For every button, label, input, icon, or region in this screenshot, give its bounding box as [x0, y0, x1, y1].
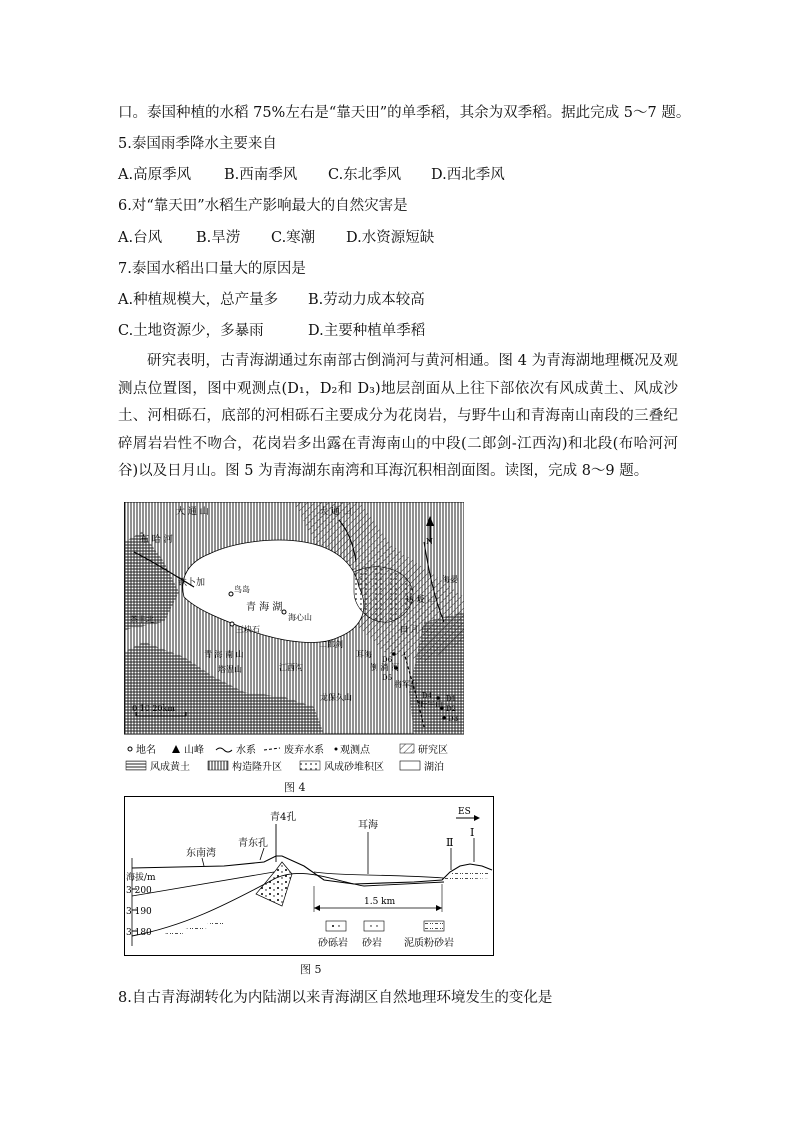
- label-distance: 1.5 km: [364, 897, 396, 907]
- map-svg: [124, 502, 464, 778]
- legend-loess: 风成黄土: [150, 762, 190, 773]
- q7-options-row1: [118, 290, 425, 310]
- label-buha: 布 哈 河: [140, 535, 173, 545]
- label-d4: D4: [422, 692, 433, 700]
- q7-option-b: B.劳动力成本较高: [308, 292, 425, 308]
- q5-option-c: C.东北季风: [328, 167, 402, 183]
- q7-stem: 7.泰国水稻出口量大的原因是: [118, 261, 306, 277]
- label-north: N: [426, 537, 433, 546]
- label-chaka: 茶卡北山: [130, 615, 162, 624]
- label-datong-right: 大 通 山: [319, 507, 352, 517]
- q5-option-a: A.高原季风: [118, 167, 192, 183]
- q6-option-b: B.旱涝: [196, 230, 241, 246]
- legend-peak: 山峰: [184, 745, 204, 756]
- label-d3: D3: [448, 715, 459, 723]
- legend-uplift: 构造隆升区: [232, 762, 282, 773]
- label-erhai-profile: 耳海: [358, 820, 378, 831]
- label-d1: D1: [446, 695, 457, 703]
- label-datong-left: 大 通 山: [176, 507, 209, 517]
- ytick-3180: 3 180: [126, 928, 152, 938]
- label-ylabel: 海拔/m: [126, 873, 156, 883]
- legend-sand: 风成砂堆积区: [324, 762, 384, 773]
- q7-option-a: A.种植规模大，总产量多: [118, 292, 279, 308]
- ytick-3200: 3 200: [126, 886, 152, 896]
- figure-5-caption: 图 5: [300, 963, 322, 976]
- label-haixin: 海心山: [288, 613, 312, 622]
- figure-4-map: [124, 502, 464, 778]
- label-daoshui: 倒 淌 河: [370, 663, 400, 672]
- legend-place: 地名: [136, 745, 156, 756]
- q6-stem: 6.对“靠天田”水稻生产影响最大的自然灾害是: [118, 198, 408, 214]
- passage: 研究表明，古青海湖通过东南部古倒淌河与黄河相通。图 4 为青海湖地理概况及观测点位置图，图中观测点(D₁，D₂和 D₃)地层剖面从上往下部依次有风成黄土、风成沙土、河相砾石，底部的河相砾石主要成分为花岗岩，与野牛山和青海南山南段的三叠纪碎屑岩岩性不吻合，花岗岩多出露在青海南山的中段(二郎剑-江西沟)和北段(布哈河河谷)以及日月山。图 5 为青海湖东南湾和耳海沉积相剖面图。读图，完成 8～9 题。: [118, 353, 678, 479]
- legend-gravel: 砂砾岩: [318, 938, 348, 949]
- label-qingdong: 青东孔: [238, 838, 268, 849]
- ytick-3190: 3 190: [126, 907, 152, 917]
- label-haiyan: 海晏: [442, 575, 458, 584]
- label-niaodao: 鸟岛: [234, 585, 250, 594]
- legend-sandstone: 砂岩: [362, 938, 382, 949]
- label-daban: 达 坂 山: [406, 595, 436, 604]
- label-scale: 0 10 20km: [132, 704, 175, 713]
- label-roman-2: Ⅱ: [446, 836, 454, 849]
- q5-option-d: D.西北季风: [431, 167, 505, 183]
- label-tiebujia: 铁卜加: [178, 578, 206, 588]
- label-erlangjian: 二郎剑: [319, 640, 343, 649]
- label-riyue: 日 月 山: [400, 625, 430, 634]
- figure-4-caption: 图 4: [284, 781, 306, 794]
- q7-option-d: D.主要种植单季稻: [308, 323, 426, 339]
- label-sankuaishi: 三块石: [236, 625, 260, 634]
- label-roman-1: Ⅰ: [470, 826, 475, 839]
- q5-options: [118, 165, 505, 185]
- label-d6: D6: [382, 656, 393, 664]
- label-jiangjuntai: 将军台: [394, 680, 418, 689]
- q6-option-c: C.寒潮: [271, 230, 316, 246]
- label-qing4: 青4孔: [270, 812, 297, 823]
- q7-option-c: C.土地资源少，多暴雨: [118, 323, 264, 339]
- label-longbao: 龙保久山: [320, 693, 352, 702]
- label-d2: D2: [446, 705, 457, 713]
- label-dongnanwan: 东南湾: [186, 848, 216, 859]
- legend-lake: 湖泊: [424, 762, 444, 773]
- q5-option-b: B.西南季风: [224, 167, 298, 183]
- label-lake: 青 海 湖: [246, 602, 283, 613]
- intro-line: 口。泰国种植的水稻 75%左右是“靠天田”的单季稻，其余为双季稻。据此完成 5～7 题。: [118, 105, 691, 121]
- figure-5-profile: [124, 796, 494, 956]
- q8-stem: 8.自古青海湖转化为内陆湖以来青海湖区自然地理环境发生的变化是: [118, 990, 553, 1006]
- label-es: ES: [458, 807, 471, 817]
- legend-old-river: 废弃水系: [284, 745, 324, 756]
- profile-svg: [124, 796, 494, 956]
- legend-river: 水系: [236, 745, 256, 756]
- q7-options-row2: [118, 321, 425, 341]
- label-jiangxi: 江西沟: [279, 663, 303, 672]
- legend-study: 研究区: [418, 745, 448, 756]
- legend-observe: 观测点: [340, 745, 370, 756]
- label-tawen: 塔温山: [218, 665, 242, 674]
- label-d5: D5: [382, 674, 393, 682]
- label-erhai: 耳海: [356, 650, 372, 659]
- q5-stem: 5.泰国雨季降水主要来自: [118, 136, 277, 152]
- q6-option-a: A.台风: [118, 230, 163, 246]
- label-yeniu: 野牛山: [419, 700, 443, 709]
- q6-option-d: D.水资源短缺: [346, 230, 435, 246]
- label-qinghai-nan: 青 海 南 山: [204, 650, 244, 659]
- q6-options: [118, 228, 434, 248]
- legend-silt: 泥质粉砂岩: [404, 938, 454, 949]
